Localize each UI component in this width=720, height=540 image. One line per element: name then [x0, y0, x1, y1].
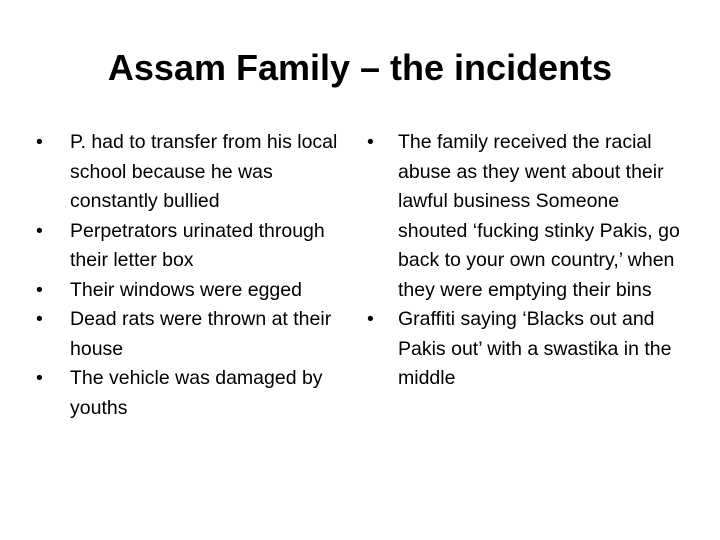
list-item-text: Graffiti saying ‘Blacks out and Pakis out’ with a swastika in the middle [398, 308, 672, 389]
list-item [36, 305, 356, 364]
list-item [36, 276, 356, 306]
bullet-icon: • [367, 131, 374, 153]
list-item [36, 364, 356, 423]
list-item [36, 128, 356, 217]
list-item [36, 217, 356, 276]
bullet-icon: • [36, 367, 43, 389]
right-bullet-list [364, 128, 684, 394]
list-item [364, 305, 684, 394]
list-item-text: Perpetrators urinated through their letter box [70, 219, 325, 271]
list-item-text: Their windows were egged [70, 278, 302, 301]
left-bullet-list [36, 128, 356, 423]
list-item-text: The vehicle was damaged by youths [70, 367, 323, 419]
list-item-text: The family received the racial abuse as they went about their lawful business Someone shouted ‘fucking stinky Pakis, go back to your own country,’ when they were emptying their bins [398, 131, 680, 301]
slide-title: Assam Family – the incidents [107, 47, 613, 88]
bullet-icon: • [36, 131, 43, 153]
list-item [364, 128, 684, 305]
bullet-icon: • [36, 278, 43, 301]
bullet-icon: • [36, 219, 43, 242]
bullet-icon: • [367, 308, 374, 330]
bullet-icon: • [36, 308, 43, 330]
list-item-text: Dead rats were thrown at their house [70, 308, 332, 360]
list-item-text: P. had to transfer from his local school because he was constantly bullied [70, 131, 338, 212]
